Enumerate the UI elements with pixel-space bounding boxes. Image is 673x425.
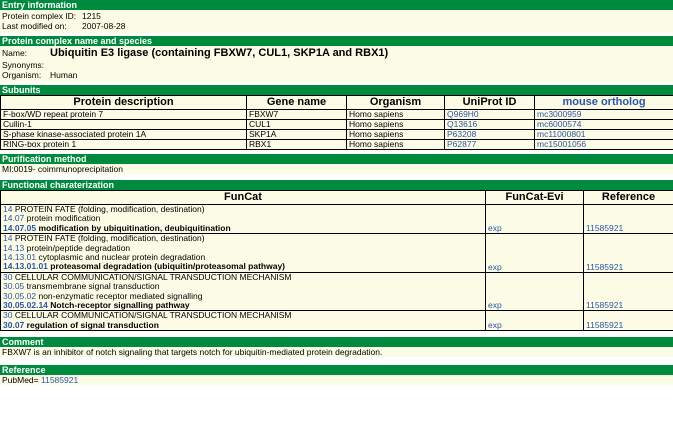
funcat-text: proteasomal degradation (ubiquitin/proteasomal pathway) [50, 261, 286, 272]
column-protein-description: Protein description [1, 96, 247, 110]
funcat-text: regulation of signal transduction [26, 319, 159, 330]
gene-name-cell: CUL1 [247, 120, 347, 130]
funcat-code-link[interactable]: 14.13.01 [3, 251, 37, 262]
column-uniprot-id: UniProt ID [445, 96, 535, 110]
funcat-line [3, 321, 483, 330]
funcat-cell [1, 311, 486, 331]
protein-description-cell: Cullin-1 [1, 120, 247, 130]
protein-description-cell: RING-box protein 1 [1, 140, 247, 150]
funcat-code-link[interactable]: 14 [3, 204, 13, 214]
pubmed-link[interactable]: 11585921 [41, 375, 79, 386]
ortholog-link[interactable]: mc11000801 [535, 130, 673, 140]
funcat-text: PROTEIN FATE (folding, modification, destination) [14, 204, 205, 214]
funcat-code-link[interactable]: 14 [3, 233, 13, 244]
name-species-panel [0, 46, 673, 82]
purification-section [0, 154, 673, 174]
synonyms-label: Synonyms: [2, 60, 45, 70]
table-row [1, 205, 673, 234]
table-row [1, 311, 673, 331]
subunits-section [0, 85, 673, 150]
table-row [1, 234, 673, 273]
column-mouse-ortholog[interactable]: mouse ortholog [535, 96, 673, 110]
reference-section [0, 365, 673, 385]
ortholog-link[interactable]: mc15001056 [535, 140, 673, 150]
organism-cell: Homo sapiens [347, 120, 445, 130]
synonyms-row [0, 60, 673, 70]
column-reference: Reference [584, 191, 673, 205]
funcat-code-link[interactable]: 30.05.02.14 [3, 299, 48, 310]
purification-value: MI:0019- coimmunoprecipitation [0, 164, 673, 174]
funcat-evi-link[interactable]: exp [486, 272, 584, 311]
funcat-text: cytoplasmic and nuclear protein degradation [38, 251, 206, 262]
funcat-code-link[interactable]: 14.07.05 [3, 222, 37, 233]
last-modified-value: 2007-08-28 [82, 21, 126, 31]
funcat-cell [1, 234, 486, 273]
uniprot-link[interactable]: P63208 [445, 130, 535, 140]
funcat-evi-link[interactable]: exp [486, 234, 584, 273]
funcat-text: modification by ubiquitination, deubiquitination [38, 222, 231, 233]
funcat-table [0, 190, 673, 331]
name-species-header: Protein complex name and species [0, 36, 673, 46]
functional-section [0, 180, 673, 331]
column-funcat: FunCat [1, 191, 486, 205]
funcat-text: CELLULAR COMMUNICATION/SIGNAL TRANSDUCTION MECHANISM [14, 310, 292, 321]
table-row [1, 140, 673, 150]
funcat-code-link[interactable]: 14.13 [3, 242, 25, 253]
organism-row [0, 70, 673, 80]
funcat-text: Notch-receptor signalling pathway [50, 299, 190, 310]
ortholog-link[interactable]: mc3000959 [535, 110, 673, 120]
funcat-code-link[interactable]: 14.07 [3, 213, 25, 224]
purification-header: Purification method [0, 154, 673, 164]
subunits-header-row [1, 96, 673, 110]
pubmed-row [0, 375, 673, 385]
funcat-text: CELLULAR COMMUNICATION/SIGNAL TRANSDUCTION MECHANISM [14, 272, 292, 282]
table-row [1, 110, 673, 120]
protein-description-cell: S-phase kinase-associated protein 1A [1, 130, 247, 140]
table-row [1, 130, 673, 140]
funcat-code-link[interactable]: 14.13.01.01 [3, 261, 48, 272]
funcat-line [3, 224, 483, 233]
funcat-code-link[interactable]: 30.05 [3, 281, 25, 292]
complex-id-row [0, 11, 673, 21]
complex-name-row [0, 47, 673, 60]
organism-cell: Homo sapiens [347, 130, 445, 140]
complex-name-value: Ubiquitin E3 ligase (containing FBXW7, CUL1, SKP1A and RBX1) [50, 47, 389, 59]
funcat-text: non-enzymatic receptor mediated signalling [38, 290, 203, 301]
organism-label: Organism: [2, 70, 42, 80]
funcat-code-link[interactable]: 30.05.02 [3, 290, 37, 301]
funcat-code-link[interactable]: 30.07 [3, 319, 25, 330]
entry-information-section [0, 0, 673, 33]
funcat-cell [1, 272, 486, 311]
funcat-header-row [1, 191, 673, 205]
last-modified-label: Last modified on: [2, 21, 67, 31]
funcat-text: protein modification [26, 213, 101, 224]
funcat-evi-link[interactable]: exp [486, 311, 584, 331]
functional-header: Functional charaterization [0, 180, 673, 190]
name-species-section [0, 36, 673, 82]
complex-id-label: Protein complex ID: [2, 11, 77, 21]
comment-header: Comment [0, 337, 673, 347]
funcat-text: PROTEIN FATE (folding, modification, destination) [14, 233, 205, 244]
subunits-table [0, 95, 673, 150]
reference-header: Reference [0, 365, 673, 375]
column-funcat-evi: FunCat-Evi [486, 191, 584, 205]
reference-link[interactable]: 11585921 [584, 311, 673, 331]
comment-section [0, 337, 673, 357]
ortholog-link[interactable]: mc6000574 [535, 120, 673, 130]
organism-value: Human [50, 70, 78, 80]
funcat-text: protein/peptide degradation [26, 242, 131, 253]
funcat-code-link[interactable]: 30 [3, 310, 13, 321]
gene-name-cell: RBX1 [247, 140, 347, 150]
reference-link[interactable]: 11585921 [584, 234, 673, 273]
column-organism: Organism [347, 96, 445, 110]
uniprot-link[interactable]: Q969H0 [445, 110, 535, 120]
uniprot-link[interactable]: P62877 [445, 140, 535, 150]
funcat-code-link[interactable]: 30 [3, 272, 13, 282]
entry-information-panel [0, 10, 673, 33]
complex-id-value: 1215 [82, 11, 101, 21]
funcat-text: transmembrane signal transduction [26, 281, 160, 292]
pubmed-label: PubMed= [2, 375, 39, 386]
reference-link[interactable]: 11585921 [584, 272, 673, 311]
organism-cell: Homo sapiens [347, 110, 445, 120]
funcat-line [3, 262, 483, 271]
subunits-header: Subunits [0, 85, 673, 95]
entry-information-header: Entry information [0, 0, 673, 10]
column-gene-name: Gene name [247, 96, 347, 110]
funcat-line [3, 301, 483, 310]
funcat-evi-link[interactable]: exp [486, 205, 584, 234]
funcat-cell [1, 205, 486, 234]
gene-name-cell: SKP1A [247, 130, 347, 140]
organism-cell: Homo sapiens [347, 140, 445, 150]
comment-value: FBXW7 is an inhibitor of notch signaling that targets notch for ubiquitin-mediated protein degradation. [0, 347, 673, 357]
table-row [1, 272, 673, 311]
uniprot-link[interactable]: Q13616 [445, 120, 535, 130]
reference-link[interactable]: 11585921 [584, 205, 673, 234]
complex-name-label: Name: [2, 48, 28, 58]
protein-description-cell: F-box/WD repeat protein 7 [1, 110, 247, 120]
table-row [1, 120, 673, 130]
last-modified-row [0, 21, 673, 31]
gene-name-cell: FBXW7 [247, 110, 347, 120]
